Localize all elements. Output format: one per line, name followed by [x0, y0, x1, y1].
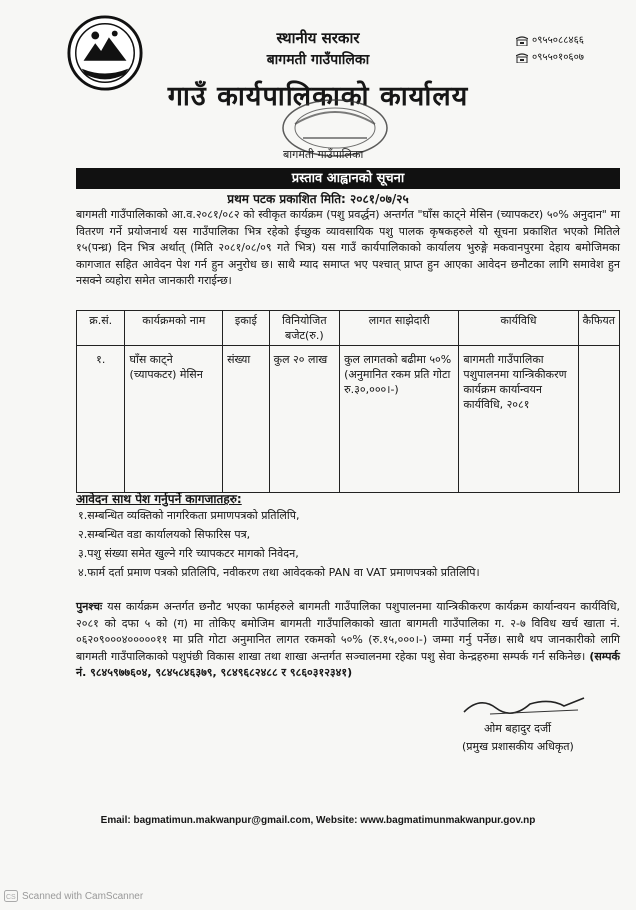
header-line-municipality: बागमती गाउँपालिका [266, 52, 370, 68]
contact-numbers: (सम्पर्क नं. ९८४५९७७६०४, ९८४५८४६३७९, ९८४९६८२४८८ र ९८६०३१२३४१) [76, 649, 620, 679]
postscript [76, 599, 620, 682]
phone-number: ०९५५०८८४६६ [532, 35, 584, 46]
list-item: ४.फार्म दर्ता प्रमाण पत्रको प्रतिलिपि, नवीकरण तथा आवेदकको PAN वा VAT प्रमाणपत्रको प्रतिलिपि। [78, 566, 480, 579]
postscript-label: पुनश्चः [76, 600, 103, 613]
list-item: ३.पशु संख्या समेत खुल्ने गरि च्यापकटर मागको निवेदन, [78, 547, 299, 560]
telephone-icon [516, 53, 528, 63]
cell-remarks [578, 346, 619, 493]
publication-date: प्रथम पटक प्रकाशित मिति: २०८१/०७/२५ [227, 192, 409, 206]
telephone-icon [516, 36, 528, 46]
phone-item [516, 49, 584, 66]
phone-list [516, 32, 584, 66]
camscanner-logo-icon [4, 890, 18, 902]
postscript-text: यस कार्यक्रम अन्तर्गत छनौट भएका फार्महरुले बागमती गाउँपालिका पशुपालनमा यान्त्रिकीकरण कार्यक्रम कार्यान्वयन कार्यविधि, २०८१ को दफा ५ को (ग) मा तोकिए बमोजिम बागमती गाउँपालिकाको खाता बागमती गाउँपालिका ग. २-७ विविध खर्च खाता नं. ०६२०९०००४०००००११ मा प्रति गोटा अनुमानित लागत रकमको ५०% (रु.१५,०००।-) जम्मा गर्नु पर्नेछ। साथै थप जानकारीको लागि बागमती गाउँपालिकाको पशुपंछी विकास शाखा तथा शाखा अन्तर्गत सञ्चालनमा रहेका पशु सेवा केन्द्रहरुमा सम्पर्क गर्न सकिनेछ। [76, 600, 620, 663]
col-program: कार्यक्रमको नाम [125, 311, 223, 346]
signatory-title: (प्रमुख प्रशासकीय अधिकृत) [462, 740, 574, 753]
scanner-watermark [4, 890, 143, 902]
col-procedure: कार्यविधि [459, 311, 578, 346]
cell-cost-sharing: कुल लागतको बढीमा ५०% (अनुमानित रकम प्रति गोटा रु.३०,०००।-) [340, 346, 459, 493]
program-table [76, 310, 620, 493]
col-unit: इकाई [223, 311, 270, 346]
signature-icon [460, 692, 590, 718]
phone-number: ०९५५०१०६०७ [532, 52, 584, 63]
cell-procedure: बागमती गाउँपालिका पशुपालनमा यान्त्रिकीकरण कार्यक्रम कार्यान्वयन कार्यविधि, २०८१ [459, 346, 578, 493]
office-title: गाउँ कार्यपालिकाको कार्यालय [167, 81, 469, 112]
table-row [77, 346, 620, 493]
signatory-name: ओम बहादुर दर्जी [484, 722, 551, 735]
header-line-government: स्थानीय सरकार [276, 29, 360, 47]
list-item: १.सम्बन्धित व्यक्तिको नागरिकता प्रमाणपत्रको प्रतिलिपि, [78, 509, 300, 522]
notice-intro: बागमती गाउँपालिकाको आ.व.२०८१/०८२ को स्वीकृत कार्यक्रम (पशु प्रवर्द्धन) अन्तर्गत "घाँस काट्ने मेसिन (च्यापकटर) ५०% अनुदान" मा वितरण गर्ने प्रयोजनार्थ यस गाउँपालिका भित्र रहेको ईच्छुक व्यावसायिक पशु पालक कृषकहरुले यो सूचना प्रकाशित भएको मितिले १५(पन्ध्र) दिन भित्र अर्थात् (मिति २०८१/०८/०९ गते भित्र) यस गाउँ कार्यपालिकाको कार्यालय भुरुङ्गे मकवानपुरमा देहाय बमोजिमका कागजात सहित आवेदन पेश गर्न हुन अनुरोध छ। साथै म्याद समाप्त भए पश्चात् प्राप्त हुन आएका आवेदन छनौटका लागि समावेश हुन नसक्ने व्यहोरा समेत जानकारी गराईन्छ। [76, 208, 620, 287]
footer-contact: Email: bagmatimun.makwanpur@gmail.com, Website: www.bagmatimunmakwanpur.gov.np [100, 815, 536, 826]
cell-unit: संख्या [223, 346, 270, 493]
cell-program: घाँस काट्ने (च्यापकटर) मेसिन [125, 346, 223, 493]
table-header-row [77, 311, 620, 346]
office-stamp-icon [255, 98, 405, 166]
scanner-text: Scanned with CamScanner [22, 890, 144, 902]
list-item: २.सम्बन्धित वडा कार्यालयको सिफारिस पत्र, [78, 528, 251, 541]
col-remarks: कैफियत [578, 311, 619, 346]
svg-text:CS: CS [6, 894, 16, 901]
cell-budget: कुल २० लाख [269, 346, 339, 493]
phone-item [516, 32, 584, 49]
col-budget: विनियोजित बजेट(रु.) [269, 311, 339, 346]
col-cost-sharing: लागत साझेदारी [340, 311, 459, 346]
col-serial: क्र.सं. [77, 311, 125, 346]
cell-serial: १. [77, 346, 125, 493]
notice-banner: प्रस्ताव आह्वानको सूचना [76, 168, 620, 189]
documents-title: आवेदन साथ पेश गर्नुपर्ने कागजातहरु: [76, 492, 242, 506]
stamp-text: बागमती गाउँपालिका [283, 148, 364, 161]
